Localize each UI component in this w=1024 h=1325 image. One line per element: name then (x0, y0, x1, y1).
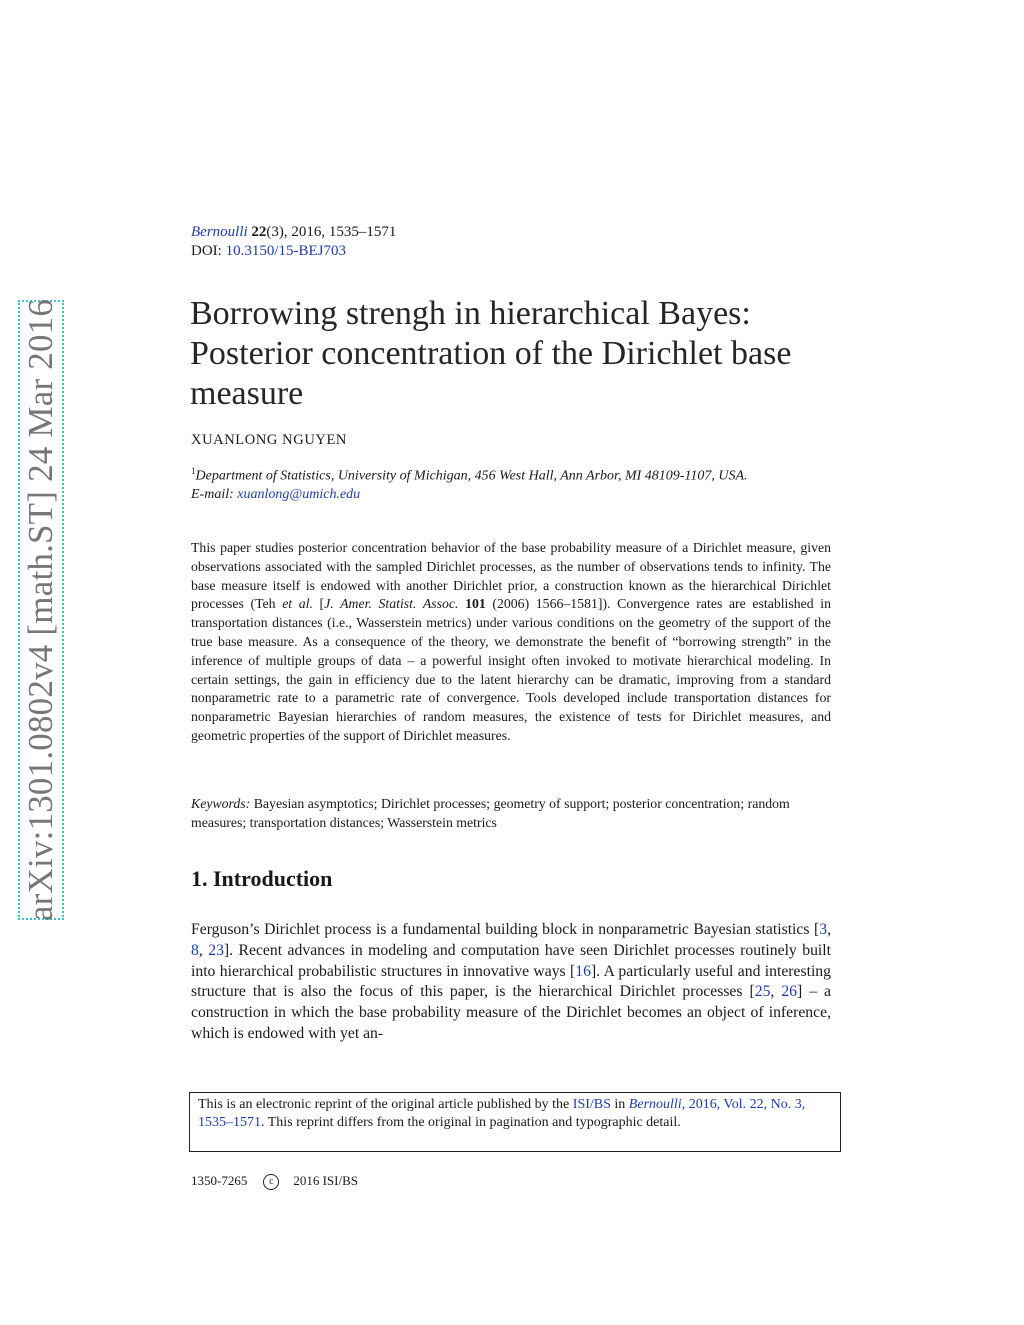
intro-text: ]. Recent advances in modeling and computation have seen Dirichlet processes routinely built into hierarchical probabilistic structures in innovative ways [ (191, 941, 831, 980)
doi-line (191, 242, 396, 261)
abstract-text: This paper studies posterior concentration behavior of the base probability measure of a Dirichlet measure, given observations associated with the sampled Dirichlet processes, as the number of observations tends to infinity. The base measure itself is endowed with another Dirichlet prior, a construction known as the hierarchical Dirichlet processes (Teh (191, 540, 831, 612)
abstract-text: [ (312, 596, 325, 612)
email-label: E-mail: (191, 487, 234, 503)
abstract-volume: 101 (465, 596, 486, 612)
intro-text: Ferguson’s Dirichlet process is a fundamental building block in nonparametric Bayesian statistics [ (191, 921, 820, 938)
isibs-link[interactable]: ISI/BS (572, 1097, 611, 1112)
citation-link[interactable]: 23 (208, 941, 224, 959)
journal-header (191, 223, 396, 261)
journal-citation (191, 223, 396, 242)
author-affiliation (191, 462, 841, 505)
abstract (191, 539, 831, 746)
reprint-details-link[interactable]: , 2016, Vol. 22, No. 3, 1535–1571 (198, 1097, 806, 1130)
intro-paragraph: Ferguson’s Dirichlet process is a fundamental building block in nonparametric Bayesian statistics [3, 8, 23]. Recent advances in modeling and computation have seen Dirichlet processes routinely built into hierarchical probabilistic structures in innovative ways [16]. A particularly useful and interesting structure that is also the focus of this paper, is the hierarchical Dirichlet processes [25, 26] – a construction in which the base probability measure of the Dirichlet becomes an object of inference, which is endowed with yet an- (191, 921, 832, 1042)
copyright-footer (191, 1173, 358, 1190)
reprint-journal-link[interactable]: Bernoulli (628, 1097, 682, 1112)
journal-volume: 22 (251, 224, 267, 240)
affiliation-marker: 1 (191, 466, 196, 476)
citation-link[interactable]: 26 (781, 983, 798, 1001)
intro-text: ] – a construction in which the base probability measure of the Dirichlet becomes an object of inference, which is endowed with yet an- (191, 983, 832, 1042)
citation-link[interactable]: 3 (819, 921, 828, 938)
section-heading: 1. Introduction (191, 866, 333, 891)
abstract-etal: et al. (282, 596, 313, 612)
intro-text: ]. A particularly useful and interesting structure that is also the focus of this paper, is the hierarchical Dirichlet processes [ (191, 962, 831, 1001)
copyright-holder: 2016 ISI/BS (293, 1173, 358, 1188)
journal-issue-pages: (3), 2016, 1535–1571 (266, 224, 397, 240)
citation-link[interactable]: 8 (191, 941, 199, 959)
doi-link[interactable]: 10.3150/15-BEJ703 (225, 243, 346, 259)
arxiv-identifier: arXiv:1301.0802v4 [math.ST] 24 Mar 2016 (21, 298, 60, 922)
issn: 1350-7265 (191, 1173, 248, 1188)
author-name: XUANLONG NGUYEN (191, 432, 347, 448)
reprint-text: in (610, 1097, 629, 1112)
abstract-text: (2006) 1566–1581]). Convergence rates are established in transportation distances (i.e., Wasserstein metrics) under various conditions on the geometry of the support of the true base measure. As a consequence of the theory, we demonstrate the benefit of “borrowing strength” in the inference of multiple groups of data – a powerful insight often invoked to motivate hierarchical modeling. In certain settings, the gain in efficiency due to the latent hierarchy can be dramatic, improving from a standard nonparametric rate to a parametric rate of convergence. Tools developed include transportation distances for nonparametric Bayesian hierarchies of random measures, the existence of tests for Dirichlet measures, and geometric properties of the support of Dirichlet measures. (191, 596, 832, 743)
reprint-text: This is an electronic reprint of the original article published by the (198, 1097, 573, 1112)
arxiv-side-stamp (18, 300, 64, 920)
keywords-text: Bayesian asymptotics; Dirichlet processes; geometry of support; posterior concentration; random measures; transportation distances; Wasserstein metrics (191, 796, 790, 830)
affiliation-text: Department of Statistics, University of Michigan, 456 West Hall, Ann Arbor, MI 48109-1107, USA. (195, 468, 748, 484)
citation-link[interactable]: 16 (575, 962, 591, 980)
copyright-icon: c (263, 1174, 279, 1190)
abstract-journal-ref: J. Amer. Statist. Assoc. (324, 596, 459, 612)
reprint-notice (189, 1092, 841, 1152)
email-link[interactable]: xuanlong@umich.edu (237, 487, 361, 503)
reprint-text: . This reprint differs from the original in pagination and typographic detail. (261, 1115, 681, 1130)
paper-title: Borrowing strengh in hierarchical Bayes: Posterior concentration of the Dirichlet base measure (190, 295, 792, 412)
citation-link[interactable]: 25 (754, 983, 771, 1001)
keywords (191, 795, 831, 833)
keywords-label: Keywords: (191, 796, 251, 811)
journal-name-link[interactable]: Bernoulli (191, 224, 248, 240)
doi-label: DOI: (191, 243, 222, 259)
